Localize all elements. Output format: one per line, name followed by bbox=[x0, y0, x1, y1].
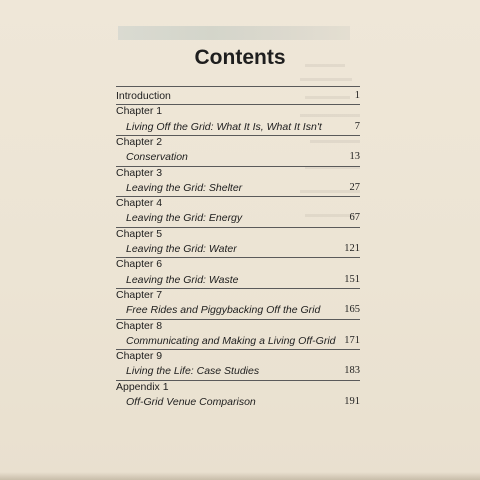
toc-entry-heading bbox=[116, 258, 360, 273]
toc-entry-heading bbox=[116, 350, 360, 365]
toc-label: Chapter 8 bbox=[116, 319, 163, 332]
toc-entry-heading bbox=[116, 167, 360, 182]
toc-page-number: 13 bbox=[349, 151, 360, 163]
toc-page-number: 171 bbox=[344, 334, 360, 346]
toc-label: Chapter 7 bbox=[116, 288, 163, 301]
toc-page-number: 165 bbox=[344, 304, 360, 316]
toc-page-number: 151 bbox=[344, 273, 360, 285]
toc-entry-heading bbox=[116, 289, 360, 304]
toc-page-number: 67 bbox=[349, 212, 360, 224]
toc-entry-heading bbox=[116, 228, 360, 243]
toc-entry-title bbox=[116, 212, 360, 227]
show-through-text bbox=[300, 78, 352, 81]
toc-label: Introduction bbox=[116, 90, 171, 102]
toc-label: Chapter 2 bbox=[116, 135, 163, 148]
toc-entry-title bbox=[116, 274, 360, 289]
toc-label: Conservation bbox=[126, 151, 188, 164]
toc-entry-title bbox=[116, 365, 360, 380]
toc-label: Leaving the Grid: Water bbox=[126, 243, 237, 255]
toc-label: Appendix 1 bbox=[116, 380, 169, 393]
toc-entry-heading bbox=[116, 381, 360, 396]
toc-entry-heading bbox=[116, 105, 360, 120]
toc-page-number: 7 bbox=[354, 120, 360, 132]
toc-label: Leaving the Grid: Waste bbox=[126, 273, 239, 286]
toc-entry-heading bbox=[116, 136, 360, 151]
toc-entry-title bbox=[116, 151, 360, 166]
toc-label: Off-Grid Venue Comparison bbox=[126, 396, 256, 408]
toc-entry-title bbox=[116, 121, 360, 136]
toc-entry-title bbox=[116, 304, 360, 319]
toc-page-number: 1 bbox=[354, 90, 360, 101]
toc-page-number: 191 bbox=[344, 396, 360, 407]
toc-entry-title bbox=[116, 335, 360, 350]
toc-entry-title bbox=[116, 243, 360, 258]
toc-label: Chapter 4 bbox=[116, 197, 163, 210]
toc-label: Living the Life: Case Studies bbox=[126, 365, 260, 378]
toc-entry-heading bbox=[116, 90, 360, 105]
toc-entry-title bbox=[116, 396, 360, 411]
toc-page-number: 183 bbox=[344, 365, 360, 377]
page-top-strip bbox=[118, 26, 350, 40]
toc-entry-title bbox=[116, 182, 360, 197]
toc-label: Communicating and Making a Living Off-Grid bbox=[126, 334, 336, 347]
toc-entry-heading bbox=[116, 197, 360, 212]
toc-label: Chapter 5 bbox=[116, 227, 163, 240]
toc-label: Chapter 3 bbox=[116, 166, 163, 179]
toc-page-number: 121 bbox=[344, 243, 360, 254]
toc-label: Living Off the Grid: What It Is, What It Isn't bbox=[126, 120, 322, 133]
toc-label: Chapter 6 bbox=[116, 258, 163, 271]
toc-rule bbox=[116, 86, 360, 87]
toc-label: Free Rides and Piggybacking Off the Grid bbox=[126, 304, 321, 317]
toc-page-number: 27 bbox=[349, 181, 360, 193]
toc-label: Leaving the Grid: Shelter bbox=[126, 181, 243, 194]
toc-label: Leaving the Grid: Energy bbox=[126, 212, 243, 225]
toc-label: Chapter 1 bbox=[116, 105, 163, 118]
toc-label: Chapter 9 bbox=[116, 350, 163, 363]
page-title: Contents bbox=[194, 46, 286, 69]
toc-entry-heading bbox=[116, 320, 360, 335]
